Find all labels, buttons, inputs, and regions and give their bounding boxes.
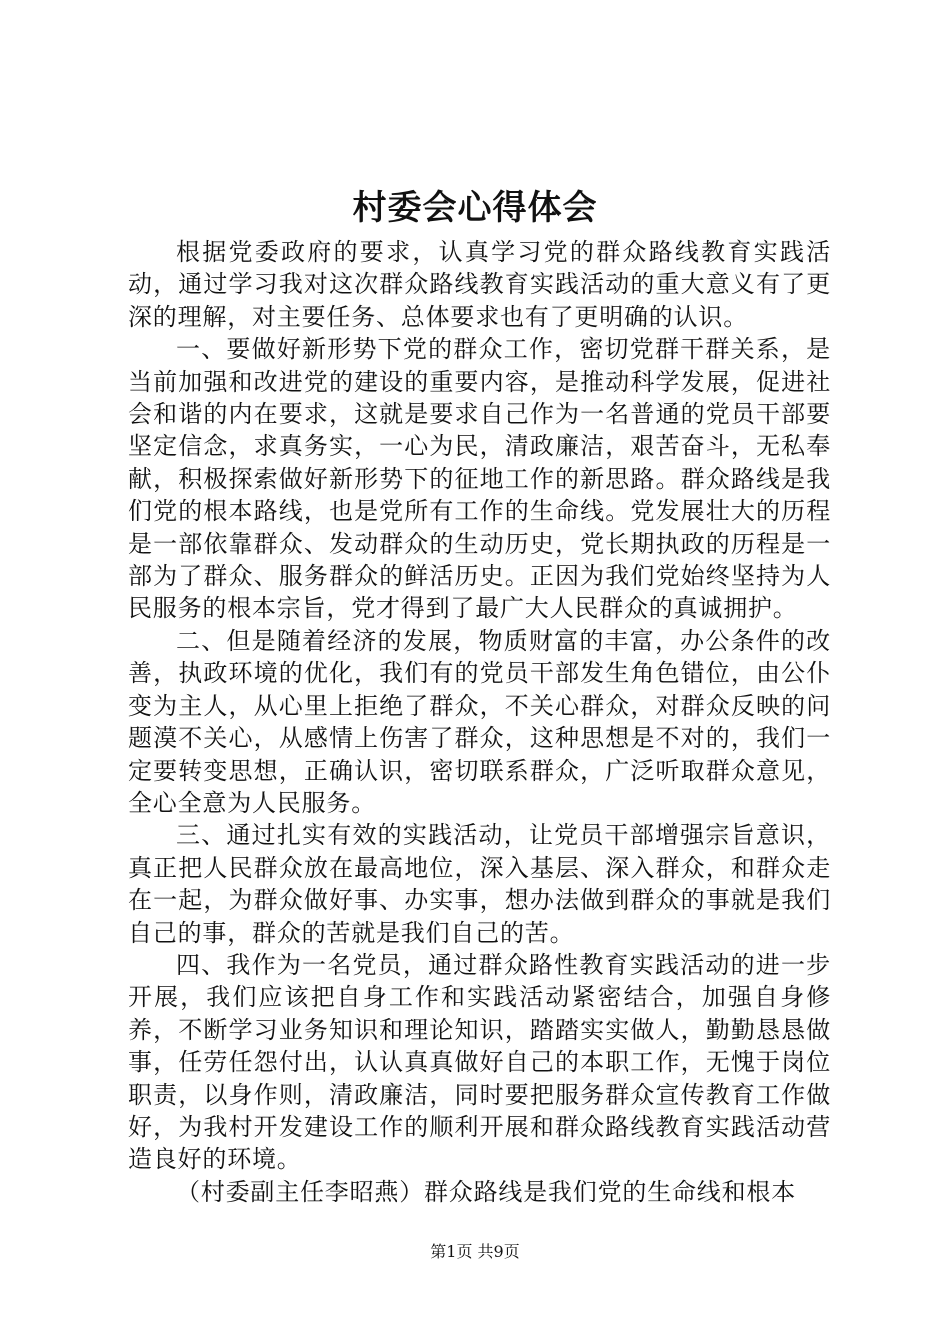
paragraph-point-4: 四、我作为一名党员，通过群众路性教育实践活动的进一步开展，我们应该把自身工作和实践活动紧密结合，加强自身修养，不断学习业务知识和理论知识，踏踏实实做人，勤勤恳恳做事，任劳任怨付出，认认真真做好自己的本职工作，无愧于岗位职责，以身作则，清政廉洁，同时要把服务群众宣传教育工作做好，为我村开发建设工作的顺利开展和群众路线教育实践活动营造良好的环境。 [128,950,831,1174]
paragraph-point-2: 二、但是随着经济的发展，物质财富的丰富，办公条件的改善，执政环境的优化，我们有的党员干部发生角色错位，由公仆变为主人，从心里上拒绝了群众，不关心群众，对群众反映的问题漠不关心，从感情上伤害了群众，这种思想是不对的，我们一定要转变思想，正确认识，密切联系群众，广泛听取群众意见，全心全意为人民服务。 [128,626,831,817]
paragraph-point-1: 一、要做好新形势下党的群众工作，密切党群干群关系，是当前加强和改进党的建设的重要内容，是推动科学发展，促进社会和谐的内在要求，这就是要求自己作为一名普通的党员干部要坚定信念，求真务实，一心为民，清政廉洁，艰苦奋斗，无私奉献，积极探索做好新形势下的征地工作的新思路。群众路线是我们党的根本路线，也是党所有工作的生命线。党发展壮大的历程是一部依靠群众、发动群众的生动历史，党长期执政的历程是一部为了群众、服务群众的鲜活历史。正因为我们党始终坚持为人民服务的根本宗旨，党才得到了最广大人民群众的真诚拥护。 [128,335,831,623]
paragraph-intro: 根据党委政府的要求，认真学习党的群众路线教育实践活动，通过学习我对这次群众路线教育实践活动的重大意义有了更深的理解，对主要任务、总体要求也有了更明确的认识。 [128,238,831,331]
document-body [128,236,831,1208]
paragraph-point-3: 三、通过扎实有效的实践活动，让党员干部增强宗旨意识，真正把人民群众放在最高地位，深入基层、深入群众，和群众走在一起，为群众做好事、办实事，想办法做到群众的事就是我们自己的事，群众的苦就是我们自己的苦。 [128,821,831,947]
document-title: 村委会心得体会 [352,188,598,228]
page-number-footer: 第1页 共9页 [430,1242,520,1261]
paragraph-continuation: （村委副主任李昭燕）群众路线是我们党的生命线和根本 [176,1177,796,1206]
